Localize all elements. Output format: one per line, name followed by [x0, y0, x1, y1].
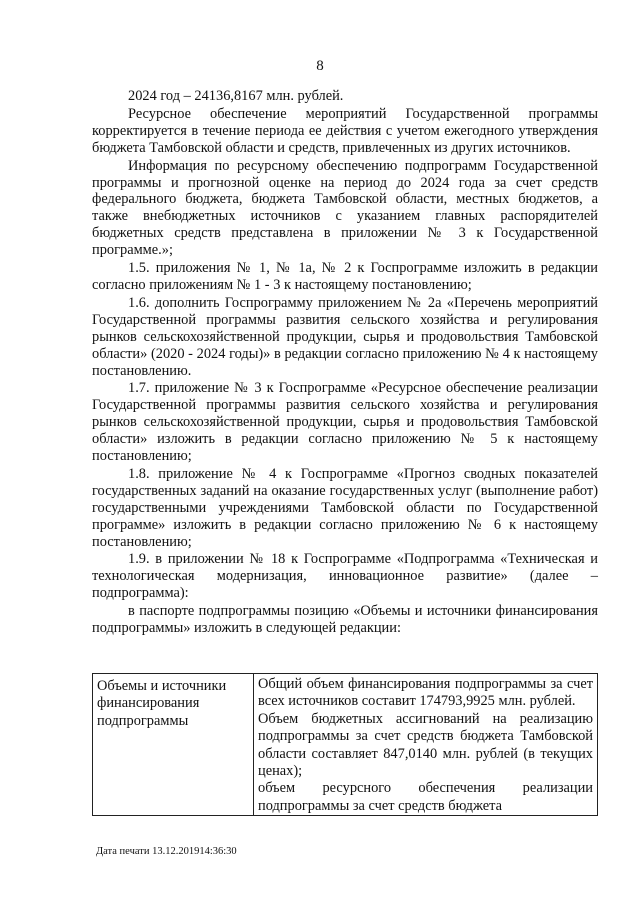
paragraph-item-1-7: 1.7. приложение № 3 к Госпрограмме «Ресурсное обеспечение реализации Государственной программы развития сельского хозяйства и регулирования рынков сельскохозяйственной продукции, сырья и продовольствия Тамбовской области» изложить в редакции согласно приложению № 5 к настоящему постановлению; — [92, 380, 598, 465]
passport-table — [92, 673, 598, 816]
paragraph-item-1-5: 1.5. приложения № 1, № 1а, № 2 к Госпрограмме изложить в редакции согласно приложениям № 1 - 3 к настоящему постановлению; — [92, 260, 598, 293]
regional-budget-line: Объем бюджетных ассигнований на реализацию подпрограммы за счет средств бюджета Тамбовской области составляет 847,0140 млн. рублей (в текущих ценах); — [258, 710, 593, 780]
paragraph-resource-support: Ресурсное обеспечение мероприятий Государственной программы корректируется в течение периода ее действия с учетом ежегодного утверждения бюджета Тамбовской области и средств, привлеченных из других источников. — [92, 105, 598, 156]
paragraph-item-1-9: 1.9. в приложении № 18 к Госпрограмме «Подпрограмма «Техническая и технологическая модернизация, инновационное развитие» (далее – подпрограмма): — [92, 551, 598, 602]
paragraph-information: Информация по ресурсному обеспечению подпрограмм Государственной программы и прогнозной оценке на период до 2024 года за счет средств федерального бюджета, бюджета Тамбовской области, местных бюджетов, а также внебюджетных источников с указанием главных распорядителей бюджетных средств представлена в приложении № 3 к Государственной программе.»; — [92, 157, 598, 259]
paragraph-budget-2024: 2024 год – 24136,8167 млн. рублей. — [128, 88, 344, 104]
table-value-cell — [254, 674, 598, 816]
table-label-cell: Объемы и источники финансирования подпрограммы — [93, 674, 254, 816]
page-number: 8 — [316, 58, 324, 74]
print-date: Дата печати 13.12.201914:36:30 — [96, 846, 237, 857]
resource-support-line: объем ресурсного обеспечения реализации подпрограммы за счет средств бюджета — [258, 780, 593, 814]
paragraph-item-1-8: 1.8. приложение № 4 к Госпрограмме «Прогноз сводных показателей государственных заданий на оказание государственных услуг (выполнение работ) государственными учреждениями Тамбовской области по Государственной программе» изложить в редакции согласно приложению № 6 к настоящему постановлению; — [92, 465, 598, 550]
document-body — [92, 88, 598, 637]
paragraph-item-1-6: 1.6. дополнить Госпрограмму приложением № 2а «Перечень мероприятий Государственной программы развития сельского хозяйства и регулирования рынков сельскохозяйственной продукции, сырья и продовольствия Тамбовской области» (2020 - 2024 годы)» в редакции согласно приложению № 4 к настоящему постановлению. — [92, 294, 598, 379]
total-financing-line: Общий объем финансирования подпрограммы за счет всех источников составит 174793,9925 млн. рублей. — [258, 676, 593, 710]
table-row — [93, 674, 598, 816]
paragraph-passport-intro: в паспорте подпрограммы позицию «Объемы и источники финансирования подпрограммы» изложить в следующей редакции: — [92, 603, 598, 637]
